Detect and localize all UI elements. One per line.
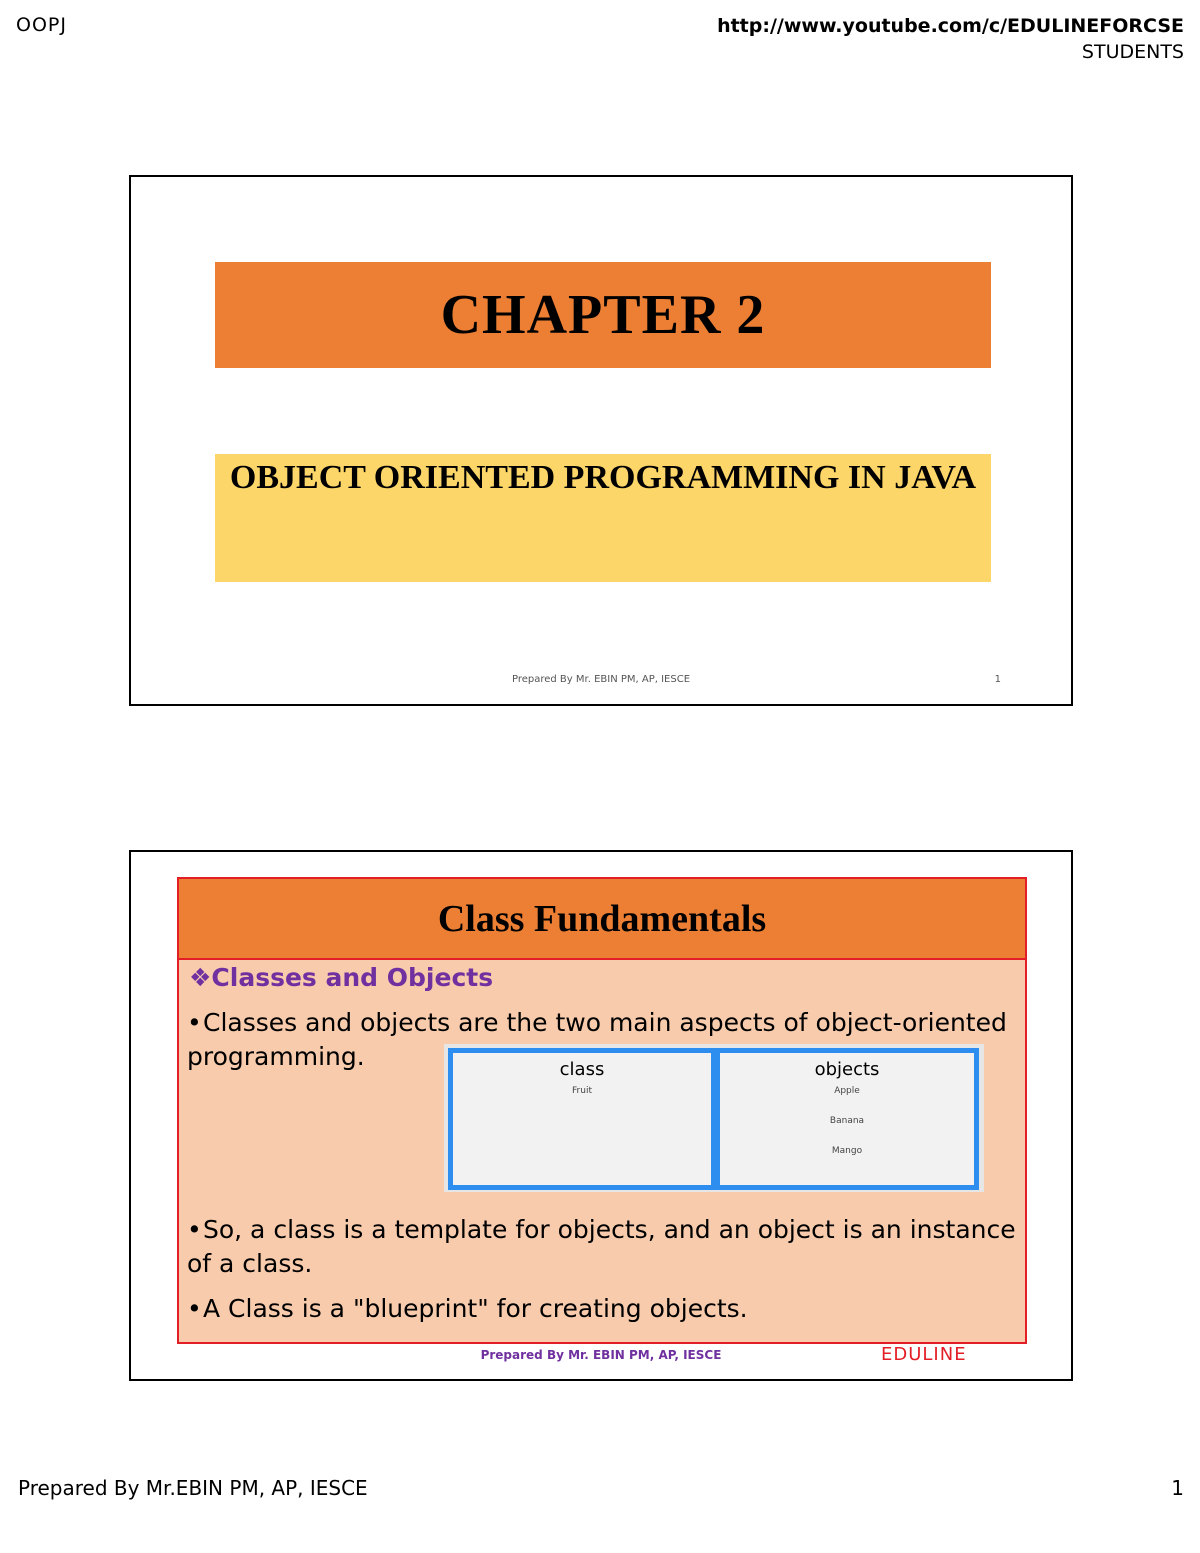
slide-title: Class Fundamentals xyxy=(437,897,767,940)
object-item: Banana xyxy=(829,1116,865,1126)
header-url[interactable]: http://www.youtube.com/c/EDULINEFORCSE xyxy=(717,15,1184,37)
slide-chapter-title xyxy=(129,175,1073,706)
chapter-subtitle: OBJECT ORIENTED PROGRAMMING IN JAVA xyxy=(229,459,977,496)
bullet-dot-icon: • xyxy=(187,1294,202,1323)
bullet-item xyxy=(187,1213,1017,1281)
bullet-text: Classes and objects are the two main aspects of object-oriented programming. xyxy=(187,1008,1007,1071)
bullet-text: A Class is a "blueprint" for creating objects. xyxy=(203,1294,748,1323)
slide-footer-credit: Prepared By Mr. EBIN PM, AP, IESCE xyxy=(480,1348,722,1362)
header-url-line2: STUDENTS xyxy=(1081,40,1184,63)
title-banner xyxy=(215,262,991,368)
panel-header xyxy=(179,879,1025,960)
bullet-text: So, a class is a template for objects, and an object is an instance of a class. xyxy=(187,1215,1016,1278)
slide-class-fundamentals xyxy=(129,850,1073,1381)
objects-box-label: objects xyxy=(814,1059,880,1080)
objects-box xyxy=(715,1048,979,1190)
bullet-dot-icon: • xyxy=(187,1008,202,1037)
subtitle-banner xyxy=(215,454,991,582)
content-panel xyxy=(177,877,1027,1344)
chapter-title: CHAPTER 2 xyxy=(440,284,766,346)
bullet-dot-icon: • xyxy=(187,1215,202,1244)
slide-footer-credit: Prepared By Mr. EBIN PM, AP, IESCE xyxy=(511,674,691,685)
section-heading: ❖Classes and Objects xyxy=(189,963,494,992)
header-course-code: OOPJ xyxy=(16,14,67,36)
object-item: Mango xyxy=(831,1146,863,1156)
page-footer-credit: Prepared By Mr.EBIN PM, AP, IESCE xyxy=(18,1476,368,1500)
class-objects-diagram xyxy=(444,1044,984,1192)
page-number: 1 xyxy=(1171,1476,1184,1500)
class-box xyxy=(448,1048,716,1190)
bullet-item xyxy=(187,1292,1017,1326)
object-item: Apple xyxy=(834,1086,860,1096)
brand-logo-text: EDULINE xyxy=(881,1344,967,1365)
slide-number: 1 xyxy=(994,674,1001,685)
header-channel-link[interactable] xyxy=(717,14,1184,65)
class-box-label: class xyxy=(559,1059,605,1080)
class-item: Fruit xyxy=(572,1086,592,1096)
